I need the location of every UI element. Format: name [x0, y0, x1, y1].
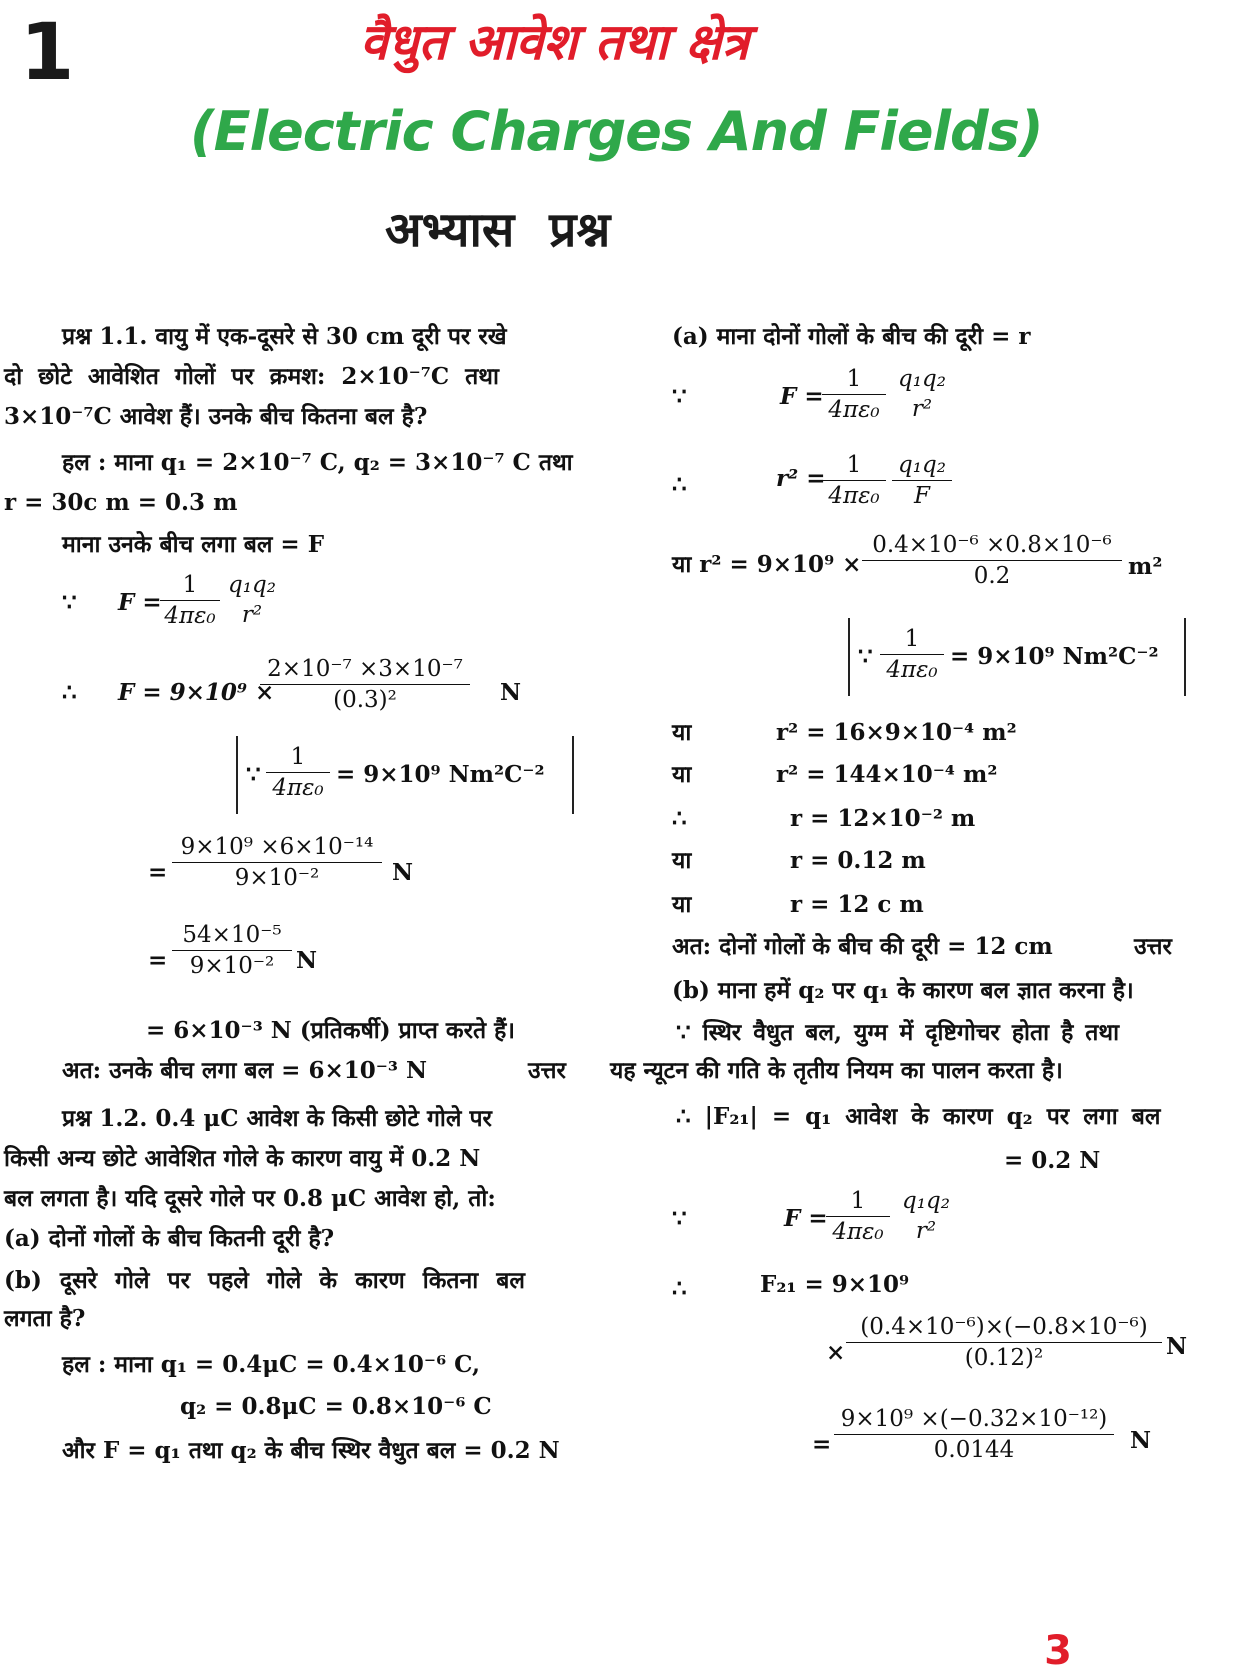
constant-value: = 9×10⁹ Nm²C⁻² — [950, 643, 1159, 670]
equals-sign: = — [148, 859, 168, 886]
force-label: F = — [784, 1205, 828, 1232]
charge-fraction — [892, 366, 952, 422]
since-symbol: ∵ — [62, 589, 77, 616]
denominator: 0.2 — [973, 563, 1011, 589]
since-symbol: ∵ — [672, 383, 687, 410]
denominator: 4πε₀ — [828, 483, 880, 509]
sol1-line3: माना उनके बीच लगा बल = F — [62, 531, 325, 558]
chapter-title-english: (Electric Charges And Fields) — [190, 100, 1043, 163]
q2-line4: (a) दोनों गोलों के बीच कितनी दूरी है? — [4, 1225, 335, 1252]
step-1: r² = 16×9×10⁻⁴ m² — [776, 719, 1017, 746]
charge-fraction — [896, 1188, 956, 1244]
part-a-line: (a) माना दोनों गोलों के बीच की दूरी = r — [672, 323, 1031, 350]
numerator: 1 — [160, 572, 220, 601]
charge-force-fraction — [892, 452, 952, 509]
denominator: r² — [911, 396, 933, 422]
part-b-line: (b) माना हमें q₂ पर q₁ के कारण बल ज्ञात करना है। — [672, 977, 1134, 1004]
sol2-line1: हल : माना q₁ = 0.4μC = 0.4×10⁻⁶ C, — [62, 1351, 481, 1378]
denominator: 4πε₀ — [828, 397, 880, 423]
therefore-symbol: ∴ — [672, 1275, 687, 1302]
since-symbol: ∵ — [858, 643, 873, 670]
denominator: 4πε₀ — [272, 775, 324, 801]
chapter-title-hindi: वैधुत आवेश तथा क्षेत्र — [360, 13, 750, 71]
numerator: q₁q₂ — [902, 1188, 950, 1214]
step-2: r² = 144×10⁻⁴ m² — [776, 761, 998, 788]
force-expression: F = 9×10⁹ × — [118, 679, 275, 706]
force-label: F = — [780, 383, 824, 410]
constant-value: = 9×10⁹ Nm²C⁻² — [336, 761, 545, 788]
f21-expression: F₂₁ = 9×10⁹ — [760, 1271, 910, 1298]
equals-sign: = — [148, 947, 168, 974]
denominator: F — [914, 483, 930, 509]
ya-label: या — [672, 847, 692, 874]
r-squared-expression: या r² = 9×10⁹ × — [672, 551, 862, 578]
numerator: 0.4×10⁻⁶ ×0.8×10⁻⁶ — [862, 532, 1122, 561]
answer-label: उत्तर — [1134, 933, 1172, 960]
denominator: 0.0144 — [933, 1437, 1015, 1463]
q2-line1: प्रश्न 1.2. 0.4 μC आवेश के किसी छोटे गोले पर — [62, 1105, 492, 1132]
step-5: r = 12 c m — [790, 891, 924, 918]
equals-sign: = — [812, 1431, 832, 1458]
denominator: r² — [915, 1218, 937, 1244]
part-b-line2: ∵ स्थिर वैधुत बल, युग्म में दृष्टिगोचर होता है तथा — [676, 1019, 1120, 1046]
value-fraction-d — [862, 532, 1122, 589]
force-label: F = — [118, 589, 162, 616]
step-3: r = 12×10⁻² m — [790, 805, 976, 832]
constant-fraction — [880, 626, 944, 683]
answer-1: अत: उनके बीच लगा बल = 6×10⁻³ N — [62, 1057, 427, 1084]
since-symbol: ∵ — [246, 761, 261, 788]
q2-line6: लगता है? — [4, 1305, 86, 1332]
unit-n: N — [296, 947, 318, 974]
chapter-number: 1 — [20, 8, 75, 98]
denominator: 4πε₀ — [832, 1219, 884, 1245]
constant-fraction — [266, 744, 330, 801]
numerator: 54×10⁻⁵ — [172, 922, 292, 951]
sol1-line2: r = 30c m = 0.3 m — [4, 489, 238, 516]
sol2-line3: और F = q₁ तथा q₂ के बीच स्थिर वैधुत बल = 0.2 N — [62, 1437, 560, 1464]
therefore-symbol: ∴ — [672, 805, 687, 832]
r-squared-label: r² = — [776, 465, 826, 492]
q1-line2: दो छोटे आवेशित गोलों पर क्रमश: 2×10⁻⁷C तथा — [4, 363, 499, 390]
numerator: q₁q₂ — [898, 366, 946, 392]
denominator: 9×10⁻² — [189, 953, 275, 979]
denominator: 4πε₀ — [164, 603, 216, 629]
sol1-line1: हल : माना q₁ = 2×10⁻⁷ C, q₂ = 3×10⁻⁷ C तथा — [62, 449, 573, 476]
times-sign: × — [826, 1339, 846, 1366]
q2-line5: (b) दूसरे गोले पर पहले गोले के कारण कितना बल — [4, 1267, 525, 1294]
result-1: = 6×10⁻³ N (प्रतिकर्षी) प्राप्त करते हैं। — [146, 1017, 516, 1044]
numerator: 9×10⁹ ×(−0.32×10⁻¹²) — [834, 1406, 1114, 1435]
unit-n: N — [1166, 1333, 1188, 1360]
numerator: 2×10⁻⁷ ×3×10⁻⁷ — [260, 656, 470, 685]
coulomb-fraction — [826, 1188, 890, 1245]
answer-label: उत्तर — [528, 1057, 566, 1084]
numerator: q₁q₂ — [892, 452, 952, 481]
unit-n: N — [392, 859, 414, 886]
therefore-symbol: ∴ — [62, 679, 77, 706]
unit-n: N — [500, 679, 522, 706]
numerator: 1 — [880, 626, 944, 655]
q1-line1: प्रश्न 1.1. वायु में एक-दूसरे से 30 cm दूरी पर रखे — [62, 323, 507, 350]
numerator: 1 — [266, 744, 330, 773]
numerator: 9×10⁹ ×6×10⁻¹⁴ — [172, 834, 382, 863]
value-fraction-c — [172, 922, 292, 979]
step-4: r = 0.12 m — [790, 847, 926, 874]
denominator: (0.3)² — [333, 687, 397, 713]
numerator: q₁q₂ — [228, 572, 276, 598]
value-fraction-b — [172, 834, 382, 891]
q2-line3: बल लगता है। यदि दूसरे गोले पर 0.8 μC आवेश हो, तो: — [4, 1185, 496, 1212]
unit-n: N — [1130, 1427, 1152, 1454]
therefore-symbol: ∴ — [672, 471, 687, 498]
numerator: 1 — [822, 366, 886, 395]
charge-fraction — [226, 572, 278, 628]
numerator: 1 — [826, 1188, 890, 1217]
denominator: r² — [241, 602, 263, 628]
value-fraction-a — [260, 656, 470, 713]
numerator: 1 — [822, 452, 886, 481]
coulomb-fraction — [160, 572, 220, 629]
q1-line3: 3×10⁻⁷C आवेश हैं। उनके बीच कितना बल है? — [4, 403, 428, 430]
page-number: 3 — [1044, 1628, 1072, 1674]
ya-label: या — [672, 761, 692, 788]
section-heading: अभ्यास प्रश्न — [385, 202, 611, 258]
numerator: (0.4×10⁻⁶)×(−0.8×10⁻⁶) — [846, 1314, 1162, 1343]
q2-line2: किसी अन्य छोटे आवेशित गोले के कारण वायु में 0.2 N — [4, 1145, 481, 1172]
coulomb-fraction — [822, 366, 886, 423]
unit-m2: m² — [1128, 553, 1163, 580]
since-symbol: ∵ — [672, 1205, 687, 1232]
ya-label: या — [672, 719, 692, 746]
answer-a: अत: दोनों गोलों के बीच की दूरी = 12 cm — [672, 933, 1053, 960]
denominator: 4πε₀ — [886, 657, 938, 683]
coulomb-fraction — [822, 452, 886, 509]
ya-label: या — [672, 891, 692, 918]
denominator: (0.12)² — [964, 1345, 1044, 1371]
value-fraction-f — [834, 1406, 1114, 1463]
part-b-line4: ∴ |F₂₁| = q₁ आवेश के कारण q₂ पर लगा बल — [676, 1103, 1161, 1130]
value-fraction-e — [846, 1314, 1162, 1371]
part-b-line5: = 0.2 N — [1004, 1147, 1101, 1174]
sol2-line2: q₂ = 0.8μC = 0.8×10⁻⁶ C — [180, 1393, 492, 1420]
denominator: 9×10⁻² — [234, 865, 320, 891]
part-b-line3: यह न्यूटन की गति के तृतीय नियम का पालन करता है। — [610, 1057, 1063, 1084]
